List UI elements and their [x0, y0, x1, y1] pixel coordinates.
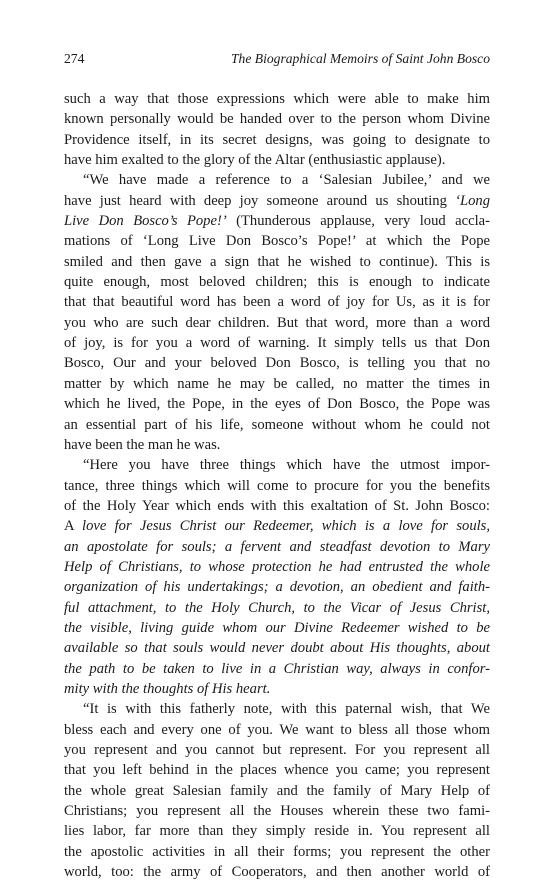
text-segment: have just heard with deep joy someone around us shouting: [64, 192, 456, 209]
text-line: [64, 720, 490, 740]
text-line: [64, 150, 490, 170]
text-segment: world, too: the army of Cooperators, and then another world of: [64, 864, 490, 881]
text-segment: that you left behind in the places whence you came; you represent: [64, 762, 490, 779]
text-line: [64, 537, 490, 557]
text-line: [64, 781, 490, 801]
text-segment: “Here you have three things which have the utmost impor-: [83, 457, 490, 474]
text-line: [64, 760, 490, 780]
italic-text-segment: available so that souls would never doubt about His thoughts, about: [64, 640, 490, 657]
text-segment: Bosco, Our and your beloved Don Bosco, is telling you that no: [64, 355, 490, 372]
page-header: [64, 50, 490, 68]
text-segment: you represent and you cannot but represent. For you represent all: [64, 742, 490, 758]
text-line: [64, 455, 490, 475]
text-line: [64, 659, 490, 679]
text-line: [64, 516, 490, 536]
text-line: [64, 801, 490, 821]
text-segment: “It is with this fatherly note, with this paternal wish, that We: [83, 701, 490, 718]
text-line: [64, 130, 490, 150]
text-line: [64, 476, 490, 496]
text-line: [64, 333, 490, 353]
italic-text-segment: Live Don Bosco’s Pope!’: [64, 213, 227, 230]
text-line: [64, 313, 490, 333]
text-line: [64, 252, 490, 272]
text-line: [64, 598, 490, 618]
text-line: [64, 618, 490, 638]
text-segment: have been the man he was.: [64, 436, 221, 453]
text-line: [64, 353, 490, 373]
text-segment: Christians; you represent all the Houses wherein these two fami-: [64, 803, 490, 820]
italic-text-segment: the path to be taken to live in a Christian way, always in confor-: [64, 660, 490, 677]
italic-text-segment: organization of his undertakings; a devotion, an obedient and faith-: [64, 579, 490, 596]
text-segment: (Thunderous applause, very loud accla-: [226, 213, 490, 230]
text-segment: the whole great Salesian family and the family of Mary Help of: [64, 782, 490, 799]
text-segment: you who are such dear children. But that word, more than a word: [64, 314, 490, 331]
italic-text-segment: an apostolate for souls; a fervent and steadfast devotion to Mary: [64, 538, 490, 555]
text-segment: tance, three things which will come to procure for you the benefits: [64, 477, 490, 494]
italic-text-segment: Help of Christians, to whose protection he had entrusted the whole: [64, 558, 490, 575]
italic-text-segment: mity with the thoughts of His heart.: [64, 680, 271, 697]
text-segment: smiled and then gave a sign that he wished to continue). This is: [64, 253, 490, 270]
text-line: [64, 211, 490, 231]
text-segment: quite enough, most beloved children; this is enough to indicate: [64, 274, 490, 291]
text-segment: such a way that those expressions which were able to make him: [64, 91, 490, 107]
text-line: [64, 374, 490, 394]
text-line: [64, 231, 490, 251]
italic-text-segment: love for Jesus Christ our Redeemer, which is a love for souls,: [82, 518, 490, 535]
text-segment: Providence itself, in its secret designs, was going to designate to: [64, 131, 490, 148]
text-segment: mations of ‘Long Live Don Bosco’s Pope!’ at which the Pope: [64, 233, 490, 250]
text-line: [64, 740, 490, 760]
body-text: [64, 89, 490, 882]
text-segment: bless each and every one of you. We want to bless all those whom: [64, 721, 490, 738]
text-line: [64, 842, 490, 862]
text-segment: A: [64, 518, 83, 535]
text-segment: of the Holy Year which ends with this exaltation of St. John Bosco:: [64, 497, 490, 514]
text-line: [64, 496, 490, 516]
text-segment: matter by which name he may be called, no matter the times in: [64, 375, 490, 392]
text-segment: lies labor, far more than they simply reside in. You represent all: [64, 823, 490, 840]
text-segment: an essential part of his life, someone without whom he could not: [64, 416, 490, 433]
text-segment: known personally would be handed over to the person whom Divine: [64, 111, 490, 128]
text-line: [64, 821, 490, 841]
text-line: [64, 699, 490, 719]
italic-text-segment: the visible, living guide whom our Divine Redeemer wished to be: [64, 619, 490, 636]
text-segment: that that beautiful word has been a word of joy for Us, as it is for: [64, 294, 490, 311]
text-line: [64, 557, 490, 577]
text-line: [64, 577, 490, 597]
text-segment: of joy, is for you a word of warning. It simply tells us that Don: [64, 335, 490, 352]
italic-text-segment: ful attachment, to the Holy Church, to the Vicar of Jesus Christ,: [64, 599, 490, 616]
text-line: [64, 292, 490, 312]
text-segment: have him exalted to the glory of the Altar (enthusiastic applause).: [64, 152, 446, 169]
text-line: [64, 679, 490, 699]
text-line: [64, 862, 490, 882]
text-line: [64, 109, 490, 129]
text-line: [64, 272, 490, 292]
italic-text-segment: ‘Long: [455, 192, 490, 209]
text-line: [64, 638, 490, 658]
text-line: [64, 435, 490, 455]
text-line: [64, 170, 490, 190]
running-title: The Biographical Memoirs of Saint John Bosco: [230, 51, 490, 66]
text-line: [64, 415, 490, 435]
text-line: [64, 89, 490, 109]
text-segment: the apostolic activities in all their forms; you represent the other: [64, 843, 490, 860]
page-number: 274: [64, 51, 85, 66]
text-segment: “We have made a reference to a ‘Salesian Jubilee,’ and we: [83, 172, 490, 189]
text-line: [64, 191, 490, 211]
text-segment: which he lived, the Pope, in the eyes of Don Bosco, the Pope was: [64, 396, 490, 413]
text-line: [64, 394, 490, 414]
